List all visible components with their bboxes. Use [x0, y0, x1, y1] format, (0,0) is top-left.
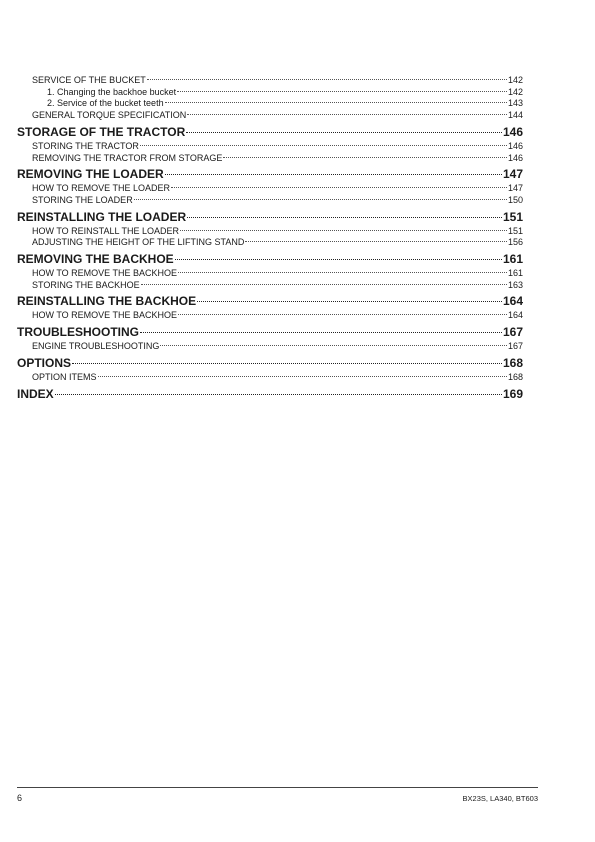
toc-dot-leader: [175, 259, 502, 260]
toc-entry-title: STORING THE LOADER: [32, 194, 133, 205]
toc-subsection-entry[interactable]: [17, 226, 523, 238]
toc-section-entry[interactable]: [17, 325, 523, 340]
toc-entry-title: HOW TO REMOVE THE BACKHOE: [32, 310, 178, 321]
toc-entry-page: 163: [507, 279, 523, 290]
toc-entry-page: 150: [507, 194, 523, 205]
toc-section-entry[interactable]: [17, 210, 523, 225]
toc-entry-title: HOW TO REMOVE THE BACKHOE: [32, 268, 178, 279]
toc-dot-leader: [180, 230, 507, 231]
toc-subsection-entry[interactable]: [17, 237, 523, 249]
toc-dot-leader: [140, 332, 502, 333]
toc-entry-page: 147: [502, 167, 523, 182]
toc-entry-page: 168: [502, 355, 523, 370]
toc-dot-leader: [187, 114, 507, 115]
toc-subsection-entry[interactable]: [17, 98, 523, 110]
toc-entry-title: HOW TO REMOVE THE LOADER: [32, 183, 171, 194]
toc-entry-title: REMOVING THE LOADER: [17, 167, 164, 182]
toc-entry-title: TROUBLESHOOTING: [17, 325, 139, 340]
toc-section-entry[interactable]: [17, 252, 523, 267]
toc-entry-page: 144: [507, 110, 523, 121]
toc-entry-title: OPTION ITEMS: [32, 371, 97, 382]
toc-dot-leader: [134, 199, 507, 200]
toc-dot-leader: [177, 91, 507, 92]
toc-entry-title: HOW TO REINSTALL THE LOADER: [32, 225, 180, 236]
toc-entry-title: REINSTALLING THE LOADER: [17, 209, 187, 224]
toc-dot-leader: [187, 217, 502, 218]
toc-entry-page: 169: [502, 386, 523, 401]
toc-section-entry[interactable]: [17, 356, 523, 371]
toc-dot-leader: [197, 301, 502, 302]
toc-dot-leader: [178, 314, 507, 315]
table-of-contents: [17, 75, 523, 403]
toc-entry-page: 161: [502, 252, 523, 267]
page-number: 6: [17, 793, 23, 803]
toc-entry-title: STORAGE OF THE TRACTOR: [17, 124, 186, 139]
toc-entry-page: 142: [507, 75, 523, 85]
toc-dot-leader: [160, 345, 507, 346]
toc-entry-title: 1. Changing the backhoe bucket: [47, 86, 177, 97]
toc-entry-title: 2. Service of the bucket teeth: [47, 98, 164, 109]
toc-entry-page: 167: [507, 341, 523, 352]
toc-subsection-entry[interactable]: [17, 372, 523, 384]
toc-entry-page: 151: [507, 225, 523, 236]
toc-entry-page: 142: [507, 86, 523, 97]
toc-entry-title: STORING THE BACKHOE: [32, 279, 140, 290]
toc-subsection-entry[interactable]: [17, 141, 523, 153]
toc-dot-leader: [98, 376, 507, 377]
toc-section-entry[interactable]: [17, 125, 523, 140]
footer-divider: [17, 787, 538, 788]
toc-subsection-entry[interactable]: [17, 341, 523, 353]
toc-subsection-entry[interactable]: [17, 153, 523, 165]
toc-entry-page: 164: [507, 310, 523, 321]
toc-entry-title: ADJUSTING THE HEIGHT OF THE LIFTING STAND: [32, 237, 245, 248]
toc-entry-title: INDEX: [17, 386, 54, 401]
toc-entry-title: OPTIONS: [17, 355, 72, 370]
toc-entry-page: 167: [502, 325, 523, 340]
toc-entry-page: 161: [507, 268, 523, 279]
model-numbers: BX23S, LA340, BT603: [462, 794, 538, 803]
toc-entry-title: REMOVING THE TRACTOR FROM STORAGE: [32, 152, 223, 163]
toc-subsection-entry[interactable]: [17, 195, 523, 207]
toc-section-entry[interactable]: [17, 294, 523, 309]
toc-dot-leader: [140, 145, 507, 146]
toc-dot-leader: [223, 157, 507, 158]
toc-dot-leader: [55, 394, 502, 395]
toc-entry-page: 146: [507, 152, 523, 163]
toc-subsection-entry[interactable]: [17, 110, 523, 122]
toc-dot-leader: [165, 174, 502, 175]
toc-dot-leader: [141, 284, 507, 285]
toc-subsection-entry[interactable]: [17, 310, 523, 322]
toc-entry-page: 147: [507, 183, 523, 194]
toc-dot-leader: [147, 79, 507, 80]
toc-entry-title: REMOVING THE BACKHOE: [17, 252, 174, 267]
toc-dot-leader: [72, 363, 502, 364]
toc-section-entry[interactable]: [17, 387, 523, 402]
toc-entry-title: GENERAL TORQUE SPECIFICATION: [32, 110, 187, 121]
toc-entry-title: REINSTALLING THE BACKHOE: [17, 294, 197, 309]
toc-entry-title: SERVICE OF THE BUCKET: [32, 75, 146, 85]
toc-entry-page: 168: [507, 371, 523, 382]
toc-dot-leader: [245, 241, 507, 242]
toc-subsection-entry[interactable]: [17, 280, 523, 292]
toc-dot-leader: [186, 132, 502, 133]
toc-dot-leader: [165, 102, 507, 103]
toc-subsection-entry[interactable]: [17, 75, 523, 87]
toc-subsection-entry[interactable]: [17, 183, 523, 195]
toc-dot-leader: [178, 272, 507, 273]
toc-subsection-entry[interactable]: [17, 87, 523, 99]
toc-entry-title: ENGINE TROUBLESHOOTING: [32, 341, 160, 352]
toc-entry-page: 164: [502, 294, 523, 309]
toc-entry-page: 151: [502, 209, 523, 224]
toc-entry-title: STORING THE TRACTOR: [32, 140, 139, 151]
toc-entry-page: 143: [507, 98, 523, 109]
toc-entry-page: 156: [507, 237, 523, 248]
toc-entry-page: 146: [507, 140, 523, 151]
toc-subsection-entry[interactable]: [17, 268, 523, 280]
toc-section-entry[interactable]: [17, 167, 523, 182]
toc-entry-page: 146: [502, 124, 523, 139]
toc-dot-leader: [171, 187, 507, 188]
